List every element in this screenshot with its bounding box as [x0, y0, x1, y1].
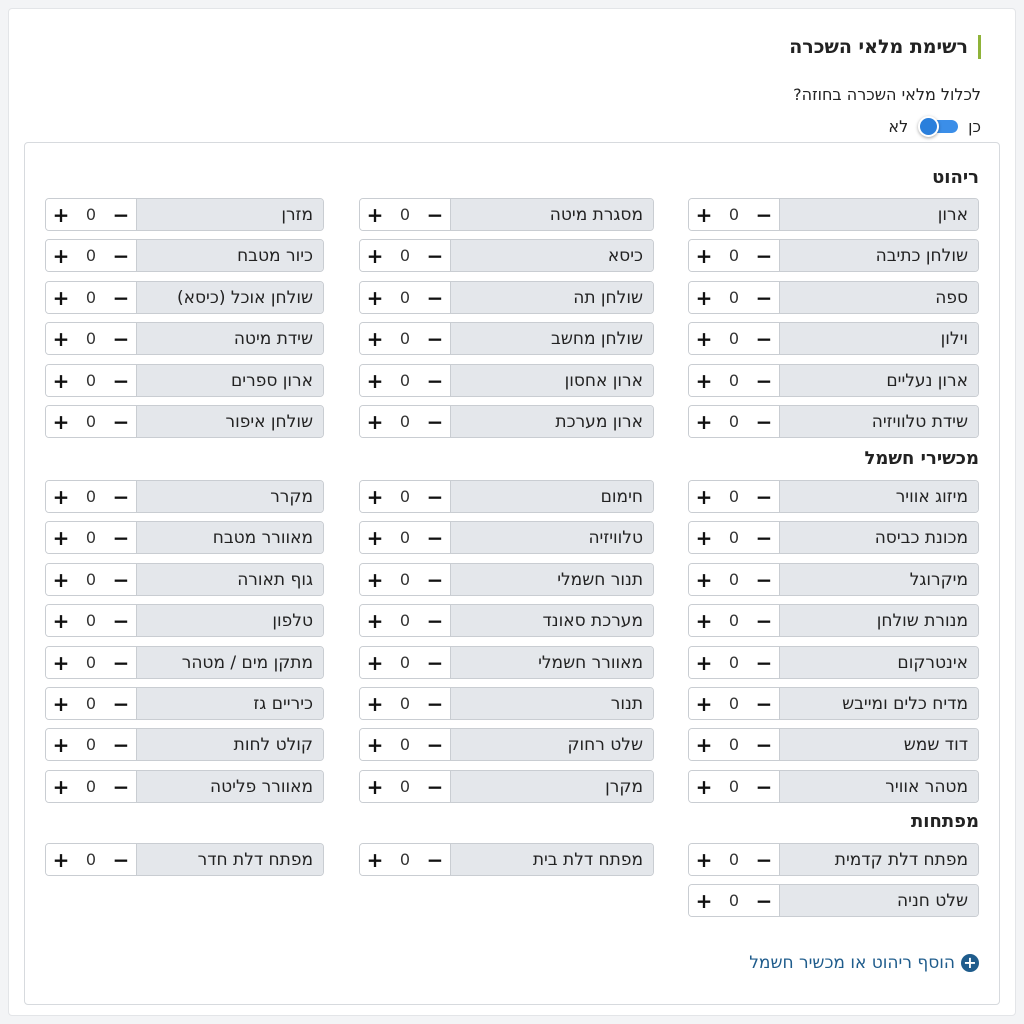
item-label: מטהר אוויר: [779, 771, 978, 802]
inventory-item: [359, 239, 654, 272]
quantity-value[interactable]: 0: [85, 777, 97, 796]
increment-button[interactable]: +: [366, 525, 384, 550]
item-label: מיזוג אוויר: [779, 481, 978, 512]
item-label: שידת טלוויזיה: [779, 406, 978, 437]
item-label: חימום: [450, 481, 653, 512]
quantity-stepper: [689, 885, 779, 916]
increment-button[interactable]: +: [366, 202, 384, 227]
include-inventory-question: לכלול מלאי השכרה בחוזה?: [793, 85, 981, 104]
quantity-value[interactable]: 0: [399, 850, 411, 869]
increment-button[interactable]: +: [366, 732, 384, 757]
item-label: מפתח דלת חדר: [136, 844, 323, 875]
increment-button[interactable]: +: [695, 368, 713, 393]
inventory-item: [45, 604, 324, 637]
quantity-value[interactable]: 0: [399, 412, 411, 431]
inventory-item: [359, 281, 654, 314]
quantity-value[interactable]: 0: [728, 205, 740, 224]
quantity-value[interactable]: 0: [728, 570, 740, 589]
inventory-item: [688, 239, 979, 272]
quantity-stepper: [46, 605, 136, 636]
inventory-item: [688, 521, 979, 554]
decrement-button[interactable]: −: [112, 847, 130, 872]
item-label: מפתח דלת בית: [450, 844, 653, 875]
increment-button[interactable]: +: [695, 326, 713, 351]
inventory-item: [45, 563, 324, 596]
quantity-value[interactable]: 0: [85, 487, 97, 506]
item-label: ארון: [779, 199, 978, 230]
quantity-value[interactable]: 0: [399, 528, 411, 547]
increment-button[interactable]: +: [52, 285, 70, 310]
decrement-button[interactable]: −: [426, 368, 444, 393]
item-label: מאוורר פליטה: [136, 771, 323, 802]
decrement-button[interactable]: −: [112, 691, 130, 716]
decrement-button[interactable]: −: [426, 567, 444, 592]
inventory-item: [688, 198, 979, 231]
increment-button[interactable]: +: [52, 847, 70, 872]
increment-button[interactable]: +: [52, 608, 70, 633]
item-label: כיור מטבח: [136, 240, 323, 271]
item-label: טלפון: [136, 605, 323, 636]
item-label: קולט לחות: [136, 729, 323, 760]
decrement-button[interactable]: −: [755, 847, 773, 872]
quantity-value[interactable]: 0: [399, 487, 411, 506]
inventory-item: [688, 364, 979, 397]
quantity-stepper: [46, 564, 136, 595]
increment-button[interactable]: +: [695, 847, 713, 872]
quantity-stepper: [46, 844, 136, 875]
quantity-stepper: [46, 365, 136, 396]
decrement-button[interactable]: −: [426, 847, 444, 872]
quantity-stepper: [46, 323, 136, 354]
item-label: מסגרת מיטה: [450, 199, 653, 230]
inventory-item: [45, 281, 324, 314]
increment-button[interactable]: +: [52, 650, 70, 675]
quantity-stepper: [360, 481, 450, 512]
decrement-button[interactable]: −: [426, 774, 444, 799]
decrement-button[interactable]: −: [112, 368, 130, 393]
decrement-button[interactable]: −: [755, 691, 773, 716]
quantity-stepper: [689, 605, 779, 636]
decrement-button[interactable]: −: [755, 409, 773, 434]
inventory-item: [359, 322, 654, 355]
quantity-value[interactable]: 0: [399, 777, 411, 796]
decrement-button[interactable]: −: [112, 285, 130, 310]
decrement-button[interactable]: −: [426, 484, 444, 509]
quantity-value[interactable]: 0: [85, 850, 97, 869]
quantity-stepper: [46, 647, 136, 678]
inventory-item: [359, 646, 654, 679]
item-label: ארון אחסון: [450, 365, 653, 396]
inventory-item: [45, 728, 324, 761]
inventory-item: [688, 687, 979, 720]
quantity-value[interactable]: 0: [85, 288, 97, 307]
inventory-item: [359, 364, 654, 397]
decrement-button[interactable]: −: [426, 285, 444, 310]
quantity-stepper: [689, 406, 779, 437]
decrement-button[interactable]: −: [755, 732, 773, 757]
decrement-button[interactable]: −: [755, 484, 773, 509]
inventory-item: [688, 604, 979, 637]
quantity-value[interactable]: 0: [399, 570, 411, 589]
item-label: מאוורר חשמלי: [450, 647, 653, 678]
decrement-button[interactable]: −: [426, 525, 444, 550]
inventory-item: [688, 480, 979, 513]
inventory-item: [45, 843, 324, 876]
decrement-button[interactable]: −: [426, 691, 444, 716]
quantity-value[interactable]: 0: [85, 412, 97, 431]
quantity-value[interactable]: 0: [85, 735, 97, 754]
item-label: תנור חשמלי: [450, 564, 653, 595]
decrement-button[interactable]: −: [112, 567, 130, 592]
decrement-button[interactable]: −: [112, 650, 130, 675]
quantity-stepper: [360, 844, 450, 875]
increment-button[interactable]: +: [695, 409, 713, 434]
quantity-stepper: [360, 647, 450, 678]
inventory-item: [688, 728, 979, 761]
inventory-item: [45, 480, 324, 513]
increment-button[interactable]: +: [366, 650, 384, 675]
decrement-button[interactable]: −: [755, 774, 773, 799]
quantity-stepper: [360, 406, 450, 437]
inventory-item: [45, 198, 324, 231]
decrement-button[interactable]: −: [426, 202, 444, 227]
inventory-item: [359, 521, 654, 554]
quantity-stepper: [360, 199, 450, 230]
quantity-value[interactable]: 0: [728, 891, 740, 910]
quantity-stepper: [360, 605, 450, 636]
decrement-button[interactable]: −: [112, 525, 130, 550]
toggle-knob: [918, 116, 939, 137]
quantity-value[interactable]: 0: [728, 371, 740, 390]
item-label: מיקרוגל: [779, 564, 978, 595]
item-label: שולחן כתיבה: [779, 240, 978, 271]
item-label: מאוורר מטבח: [136, 522, 323, 553]
quantity-value[interactable]: 0: [399, 288, 411, 307]
decrement-button[interactable]: −: [755, 608, 773, 633]
quantity-stepper: [360, 688, 450, 719]
increment-button[interactable]: +: [366, 608, 384, 633]
increment-button[interactable]: +: [52, 732, 70, 757]
quantity-value[interactable]: 0: [85, 694, 97, 713]
decrement-button[interactable]: −: [426, 409, 444, 434]
quantity-value[interactable]: 0: [728, 850, 740, 869]
increment-button[interactable]: +: [695, 774, 713, 799]
quantity-value[interactable]: 0: [85, 329, 97, 348]
decrement-button[interactable]: −: [426, 732, 444, 757]
quantity-value[interactable]: 0: [85, 246, 97, 265]
inventory-item: [359, 843, 654, 876]
inventory-item: [688, 563, 979, 596]
quantity-value[interactable]: 0: [399, 205, 411, 224]
quantity-stepper: [689, 844, 779, 875]
item-label: אינטרקום: [779, 647, 978, 678]
quantity-value[interactable]: 0: [399, 329, 411, 348]
quantity-stepper: [46, 522, 136, 553]
quantity-stepper: [360, 365, 450, 396]
inventory-item: [45, 322, 324, 355]
inventory-item: [45, 239, 324, 272]
increment-button[interactable]: +: [695, 285, 713, 310]
quantity-stepper: [360, 522, 450, 553]
inventory-item: [359, 405, 654, 438]
quantity-value[interactable]: 0: [728, 611, 740, 630]
quantity-stepper: [689, 323, 779, 354]
inventory-item: [688, 322, 979, 355]
plus-circle-icon: +: [961, 954, 979, 972]
quantity-stepper: [46, 481, 136, 512]
item-label: שלט רחוק: [450, 729, 653, 760]
quantity-value[interactable]: 0: [399, 653, 411, 672]
quantity-value[interactable]: 0: [728, 694, 740, 713]
quantity-value[interactable]: 0: [85, 653, 97, 672]
inventory-item: [359, 563, 654, 596]
increment-button[interactable]: +: [52, 484, 70, 509]
quantity-stepper: [689, 240, 779, 271]
increment-button[interactable]: +: [52, 243, 70, 268]
inventory-item: [359, 198, 654, 231]
include-inventory-toggle[interactable]: [918, 115, 958, 137]
increment-button[interactable]: +: [695, 888, 713, 913]
increment-button[interactable]: +: [52, 774, 70, 799]
decrement-button[interactable]: −: [755, 650, 773, 675]
decrement-button[interactable]: −: [755, 202, 773, 227]
item-label: מתקן מים / מטהר: [136, 647, 323, 678]
quantity-value[interactable]: 0: [728, 487, 740, 506]
item-label: ארון נעליים: [779, 365, 978, 396]
increment-button[interactable]: +: [52, 691, 70, 716]
decrement-button[interactable]: −: [426, 608, 444, 633]
quantity-stepper: [689, 729, 779, 760]
item-label: מכונת כביסה: [779, 522, 978, 553]
quantity-value[interactable]: 0: [399, 246, 411, 265]
item-label: וילון: [779, 323, 978, 354]
quantity-stepper: [46, 688, 136, 719]
increment-button[interactable]: +: [366, 243, 384, 268]
item-label: תנור: [450, 688, 653, 719]
quantity-value[interactable]: 0: [399, 371, 411, 390]
inventory-item: [359, 728, 654, 761]
quantity-stepper: [46, 729, 136, 760]
inventory-item: [45, 687, 324, 720]
increment-button[interactable]: +: [366, 847, 384, 872]
item-label: מפתח דלת קדמית: [779, 844, 978, 875]
inventory-item: [688, 770, 979, 803]
item-label: מנורת שולחן: [779, 605, 978, 636]
toggle-no-label: לא: [888, 116, 909, 136]
item-label: שולחן איפור: [136, 406, 323, 437]
add-item-label: הוסף ריהוט או מכשיר חשמל: [749, 953, 955, 973]
quantity-stepper: [360, 282, 450, 313]
inventory-item: [45, 405, 324, 438]
decrement-button[interactable]: −: [426, 326, 444, 351]
decrement-button[interactable]: −: [112, 202, 130, 227]
inventory-item: [688, 843, 979, 876]
quantity-value[interactable]: 0: [85, 570, 97, 589]
increment-button[interactable]: +: [695, 732, 713, 757]
increment-button[interactable]: +: [366, 774, 384, 799]
quantity-stepper: [46, 240, 136, 271]
inventory-panel: [24, 142, 1000, 1005]
quantity-value[interactable]: 0: [399, 611, 411, 630]
section-title-appliances: מכשירי חשמל: [864, 448, 979, 469]
increment-button[interactable]: +: [695, 202, 713, 227]
increment-button[interactable]: +: [695, 608, 713, 633]
increment-button[interactable]: +: [695, 691, 713, 716]
quantity-value[interactable]: 0: [728, 528, 740, 547]
quantity-value[interactable]: 0: [728, 735, 740, 754]
decrement-button[interactable]: −: [426, 243, 444, 268]
item-label: מקרן: [450, 771, 653, 802]
item-label: שולחן מחשב: [450, 323, 653, 354]
quantity-stepper: [360, 240, 450, 271]
decrement-button[interactable]: −: [112, 243, 130, 268]
decrement-button[interactable]: −: [755, 243, 773, 268]
quantity-stepper: [689, 688, 779, 719]
item-label: מזרן: [136, 199, 323, 230]
quantity-value[interactable]: 0: [728, 329, 740, 348]
item-label: שידת מיטה: [136, 323, 323, 354]
item-label: מערכת סאונד: [450, 605, 653, 636]
quantity-stepper: [689, 771, 779, 802]
inventory-item: [688, 646, 979, 679]
increment-button[interactable]: +: [366, 409, 384, 434]
quantity-value[interactable]: 0: [85, 611, 97, 630]
item-label: ארון מערכת: [450, 406, 653, 437]
increment-button[interactable]: +: [52, 202, 70, 227]
item-label: מקרר: [136, 481, 323, 512]
item-label: דוד שמש: [779, 729, 978, 760]
increment-button[interactable]: +: [366, 285, 384, 310]
decrement-button[interactable]: −: [426, 650, 444, 675]
quantity-value[interactable]: 0: [728, 246, 740, 265]
quantity-stepper: [46, 406, 136, 437]
add-item-link[interactable]: [749, 953, 979, 973]
inventory-item: [45, 521, 324, 554]
decrement-button[interactable]: −: [755, 285, 773, 310]
increment-button[interactable]: +: [366, 484, 384, 509]
decrement-button[interactable]: −: [755, 567, 773, 592]
quantity-stepper: [689, 481, 779, 512]
quantity-stepper: [689, 564, 779, 595]
inventory-item: [688, 405, 979, 438]
quantity-stepper: [360, 323, 450, 354]
quantity-stepper: [689, 522, 779, 553]
increment-button[interactable]: +: [366, 368, 384, 393]
quantity-value[interactable]: 0: [85, 205, 97, 224]
quantity-value[interactable]: 0: [728, 288, 740, 307]
increment-button[interactable]: +: [52, 525, 70, 550]
quantity-value[interactable]: 0: [728, 653, 740, 672]
inventory-item: [359, 687, 654, 720]
section-title-furniture: ריהוט: [932, 167, 979, 188]
increment-button[interactable]: +: [695, 243, 713, 268]
quantity-stepper: [360, 564, 450, 595]
inventory-item: [359, 604, 654, 637]
item-label: מדיח כלים ומייבש: [779, 688, 978, 719]
quantity-stepper: [689, 365, 779, 396]
decrement-button[interactable]: −: [112, 608, 130, 633]
inventory-item: [45, 646, 324, 679]
increment-button[interactable]: +: [52, 326, 70, 351]
decrement-button[interactable]: −: [112, 732, 130, 757]
decrement-button[interactable]: −: [112, 409, 130, 434]
inventory-item: [688, 884, 979, 917]
inventory-item: [359, 770, 654, 803]
quantity-stepper: [360, 771, 450, 802]
increment-button[interactable]: +: [695, 567, 713, 592]
item-label: גוף תאורה: [136, 564, 323, 595]
quantity-value[interactable]: 0: [728, 777, 740, 796]
inventory-item: [45, 364, 324, 397]
decrement-button[interactable]: −: [112, 774, 130, 799]
item-label: ספה: [779, 282, 978, 313]
quantity-value[interactable]: 0: [399, 694, 411, 713]
item-label: כיסא: [450, 240, 653, 271]
item-label: שולחן תה: [450, 282, 653, 313]
inventory-item: [45, 770, 324, 803]
item-label: ארון ספרים: [136, 365, 323, 396]
quantity-stepper: [689, 199, 779, 230]
item-label: כיריים גז: [136, 688, 323, 719]
page-title: רשימת מלאי השכרה: [789, 35, 981, 59]
increment-button[interactable]: +: [52, 567, 70, 592]
decrement-button[interactable]: −: [112, 484, 130, 509]
increment-button[interactable]: +: [366, 691, 384, 716]
decrement-button[interactable]: −: [755, 888, 773, 913]
include-inventory-toggle-row: [888, 115, 981, 137]
quantity-stepper: [46, 199, 136, 230]
increment-button[interactable]: +: [366, 567, 384, 592]
item-label: שלט חניה: [779, 885, 978, 916]
quantity-stepper: [689, 282, 779, 313]
inventory-item: [688, 281, 979, 314]
item-label: שולחן אוכל (כיסא): [136, 282, 323, 313]
increment-button[interactable]: +: [52, 409, 70, 434]
decrement-button[interactable]: −: [755, 368, 773, 393]
decrement-button[interactable]: −: [112, 326, 130, 351]
increment-button[interactable]: +: [695, 484, 713, 509]
increment-button[interactable]: +: [695, 525, 713, 550]
increment-button[interactable]: +: [366, 326, 384, 351]
quantity-value[interactable]: 0: [728, 412, 740, 431]
toggle-yes-label: כן: [968, 116, 981, 136]
increment-button[interactable]: +: [695, 650, 713, 675]
item-label: טלוויזיה: [450, 522, 653, 553]
quantity-value[interactable]: 0: [85, 371, 97, 390]
section-title-keys: מפתחות: [910, 811, 979, 832]
decrement-button[interactable]: −: [755, 326, 773, 351]
quantity-stepper: [689, 647, 779, 678]
inventory-item: [359, 480, 654, 513]
decrement-button[interactable]: −: [755, 525, 773, 550]
increment-button[interactable]: +: [52, 368, 70, 393]
quantity-stepper: [46, 282, 136, 313]
quantity-stepper: [46, 771, 136, 802]
quantity-value[interactable]: 0: [85, 528, 97, 547]
quantity-stepper: [360, 729, 450, 760]
quantity-value[interactable]: 0: [399, 735, 411, 754]
